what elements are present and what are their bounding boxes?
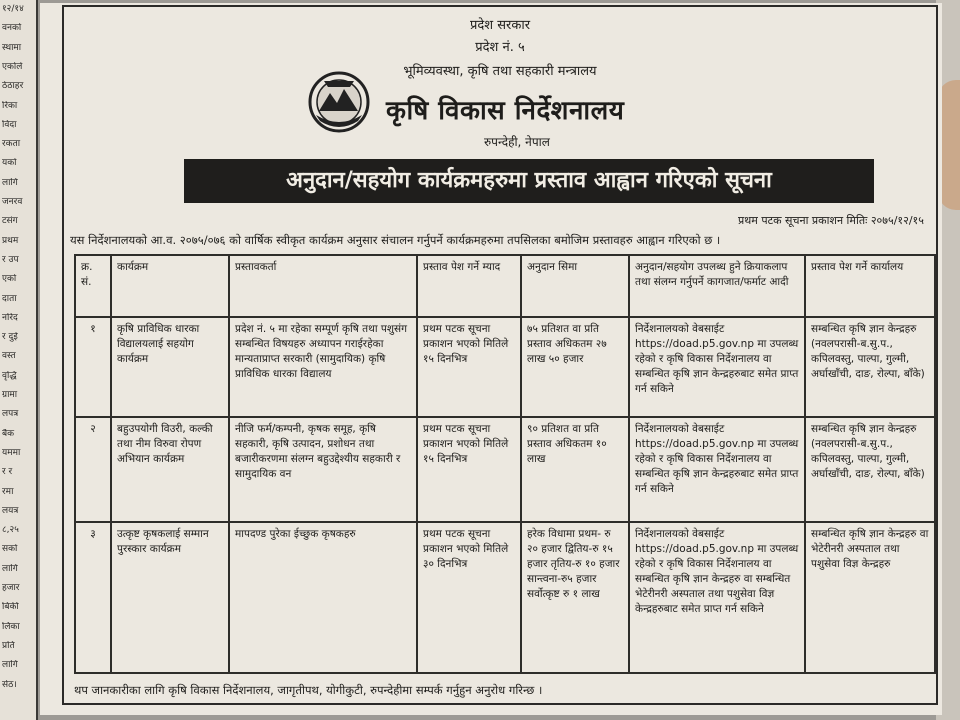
location-line: रुपन्देही, नेपाल [484,135,550,149]
column-fragment: वस्त [2,351,16,362]
column-fragment: स्थामा [2,42,22,53]
column-fragment: नरिद [2,312,18,323]
serial-cell: २ [75,417,111,522]
table-row [75,417,935,522]
limit-cell: ९० प्रतिशत वा प्रति प्रस्ताव अधिकतम १० लाख [521,417,629,522]
column-fragment: बिकी [2,602,19,613]
column-fragment: ८,२५ [2,525,19,536]
nepal-emblem-icon [308,71,370,133]
deadline-cell: प्रथम पटक सूचना प्रकाशन भएको मितिले ३० दिनभित्र [417,522,521,673]
documents-cell: निर्देशनालयको वेबसाईट https://doad.p5.gov.np मा उपलब्ध रहेको र कृषि विकास निर्देशनालय वा सम्बन्धित कृषि ज्ञान केन्द्रहरुबाट समेत प्राप्त गर्न सकिने [629,417,805,522]
notice-box [62,5,938,705]
footer-note: थप जानकारीका लागि कृषि विकास निर्देशनालय, जागृतीपथ, योगीकुटी, रुपन्देहीमा सम्पर्क गर्नुहुन अनुरोध गरिन्छ । [74,683,543,697]
table-row [75,317,935,417]
column-fragment: प्रथम [2,235,19,246]
table-row [75,522,935,673]
province-line: प्रदेश नं. ५ [475,40,525,55]
publication-date: प्रथम पटक सूचना प्रकाशन मितिः २०७५/१२/१५ [737,214,924,227]
documents-cell: निर्देशनालयको वेबसाईट https://doad.p5.gov.np मा उपलब्ध रहेको र कृषि विकास निर्देशनालय वा सम्बन्धित कृषि ज्ञान केन्द्रहरु वा सम्बन्धित भेटेरीनरी अस्पताल तथा पशुसेवा विज्ञ केन्द्रहरुबाट समेत प्राप्त गर्न सकिने [629,522,805,673]
column-fragment: र र [2,467,13,478]
directorate-title: कृषि विकास निर्देशनालय [386,96,625,126]
program-cell: बहुउपयोगी विउरी, कल्की तथा नीम विरुवा रोपण अभियान कार्यक्रम [111,417,229,522]
column-header: कार्यक्रम [111,255,229,317]
table-header-row [75,255,935,317]
column-fragment: एको [2,274,17,285]
column-fragment: ठेठाहर [2,81,24,92]
column-fragment: टसंग [2,216,18,227]
limit-cell: ७५ प्रतिशत वा प्रति प्रस्ताव अधिकतम २७ लाख ५० हजार [521,317,629,417]
deadline-cell: प्रथम पटक सूचना प्रकाशन भएको मितिले १५ दिनभित्र [417,317,521,417]
column-fragment: लिका [2,621,20,632]
column-header: अनुदान/सहयोग उपलब्ध हुने क्रियाकलाप तथा संलग्न गर्नुपर्ने कागजात/फर्माट आदी [629,255,805,317]
column-fragment: र उप [2,254,19,265]
program-cell: उत्कृष्ट कृषकलाई सम्मान पुरस्कार कार्यक्रम [111,522,229,673]
office-cell: सम्बन्धित कृषि ज्ञान केन्द्रहरु (नवलपरासी-ब.सु.प., कपिलवस्तु, पाल्पा, गुल्मी, अर्घाखाँची, दाङ, रोल्पा, बाँके) [805,417,935,522]
column-fragment: लागि [2,177,18,188]
deadline-cell: प्रथम पटक सूचना प्रकाशन भएको मितिले १५ दिनभित्र [417,417,521,522]
intro-text: यस निर्देशनालयको आ.व. २०७५/०७६ को वार्षिक स्वीकृत कार्यक्रम अनुसार संचालन गर्नुपर्ने कार्यक्रमहरुमा तपसिलका बमोजिम प्रस्तावहरु आह्वान गरिएको छ । [70,233,721,247]
office-cell: सम्बन्धित कृषि ज्ञान केन्द्रहरु वा भेटेरीनरी अस्पताल तथा पशुसेवा विज्ञ केन्द्रहरु [805,522,935,673]
column-fragment: वृद्धि [2,370,17,381]
column-fragment: सको [2,544,18,555]
government-line: प्रदेश सरकार [469,18,531,33]
column-fragment: बैंक [2,428,15,439]
column-fragment: हजार [2,583,20,593]
column-fragment: रमा [2,486,14,497]
column-fragment: लागि [2,660,18,671]
column-header: क्र. सं. [75,255,111,317]
serial-cell: १ [75,317,111,417]
column-fragment: रिका [2,100,18,111]
column-fragment: रकता [2,139,21,150]
column-header: प्रस्ताव पेश गर्ने कार्यालय [805,255,935,317]
column-fragment: वनको [2,23,22,34]
column-fragment: यममा [2,447,21,458]
column-fragment: लयत्र [2,505,19,516]
column-fragment: र दुई [2,332,18,343]
column-fragment: दाता [2,293,17,304]
newspaper-page [40,3,942,715]
proposer-cell: नीजि फर्म/कम्पनी, कृषक समूह, कृषि सहकारी, कृषि उत्पादन, प्रशोधन तथा बजारीकरणमा संलग्न बहुउद्देश्यीय सहकारी र सामुदायिक वन [229,417,417,522]
serial-cell: ३ [75,522,111,673]
column-fragment: ग्रामा [2,390,18,400]
proposer-cell: प्रदेश नं. ५ मा रहेका सम्पूर्ण कृषि तथा पशुसंग सम्बन्धित विषयहरु अध्यापन गराईरहेका मान्यताप्राप्त सरकारी (सामुदायिक) कृषि प्राविधिक धारका विद्यालय [229,317,417,417]
office-cell: सम्बन्धित कृषि ज्ञान केन्द्रहरु (नवलपरासी-ब.सु.प., कपिलवस्तु, पाल्पा, गुल्मी, अर्घाखाँची, दाङ, रोल्पा, बाँके) [805,317,935,417]
limit-cell: हरेक विधामा प्रथम- रु २० हजार द्वितिय-रु १५ हजार तृतिय-रु १० हजार सान्त्वना-रु५ हजार सर्वोत्कृष्ट रु १ लाख [521,522,629,673]
ministry-line: भूमिव्यवस्था, कृषि तथा सहकारी मन्त्रालय [403,64,597,79]
column-fragment: विदा [2,119,17,130]
notice-banner: अनुदान/सहयोग कार्यक्रमहरुमा प्रस्ताव आह्वान गरिएको सूचना [184,159,874,203]
column-fragment: यको [2,158,17,169]
column-header: अनुदान सिमा [521,255,629,317]
column-fragment: लागि [2,563,18,574]
documents-cell: निर्देशनालयको वेबसाईट https://doad.p5.gov.np मा उपलब्ध रहेको र कृषि विकास निर्देशनालय वा सम्बन्धित कृषि ज्ञान केन्द्रहरुबाट समेत प्राप्त गर्न सकिने [629,317,805,417]
column-fragment: १२/१४ [2,4,24,14]
column-fragment: एकोले [2,61,23,72]
program-cell: कृषि प्राविधिक धारका विद्यालयलाई सहयोग कार्यक्रम [111,317,229,417]
adjacent-column-strip [0,0,38,720]
programs-table [74,254,936,674]
column-fragment: प्रति [2,640,15,651]
proposer-cell: मापदण्ड पुरेका ईच्छुक कृषकहरु [229,522,417,673]
column-header: प्रस्तावकर्ता [229,255,417,317]
column-fragment: जनरव [2,197,23,207]
column-fragment: सेठ। [2,679,17,690]
column-fragment: लपत्र [2,409,19,420]
column-header: प्रस्ताव पेश गर्ने म्याद [417,255,521,317]
